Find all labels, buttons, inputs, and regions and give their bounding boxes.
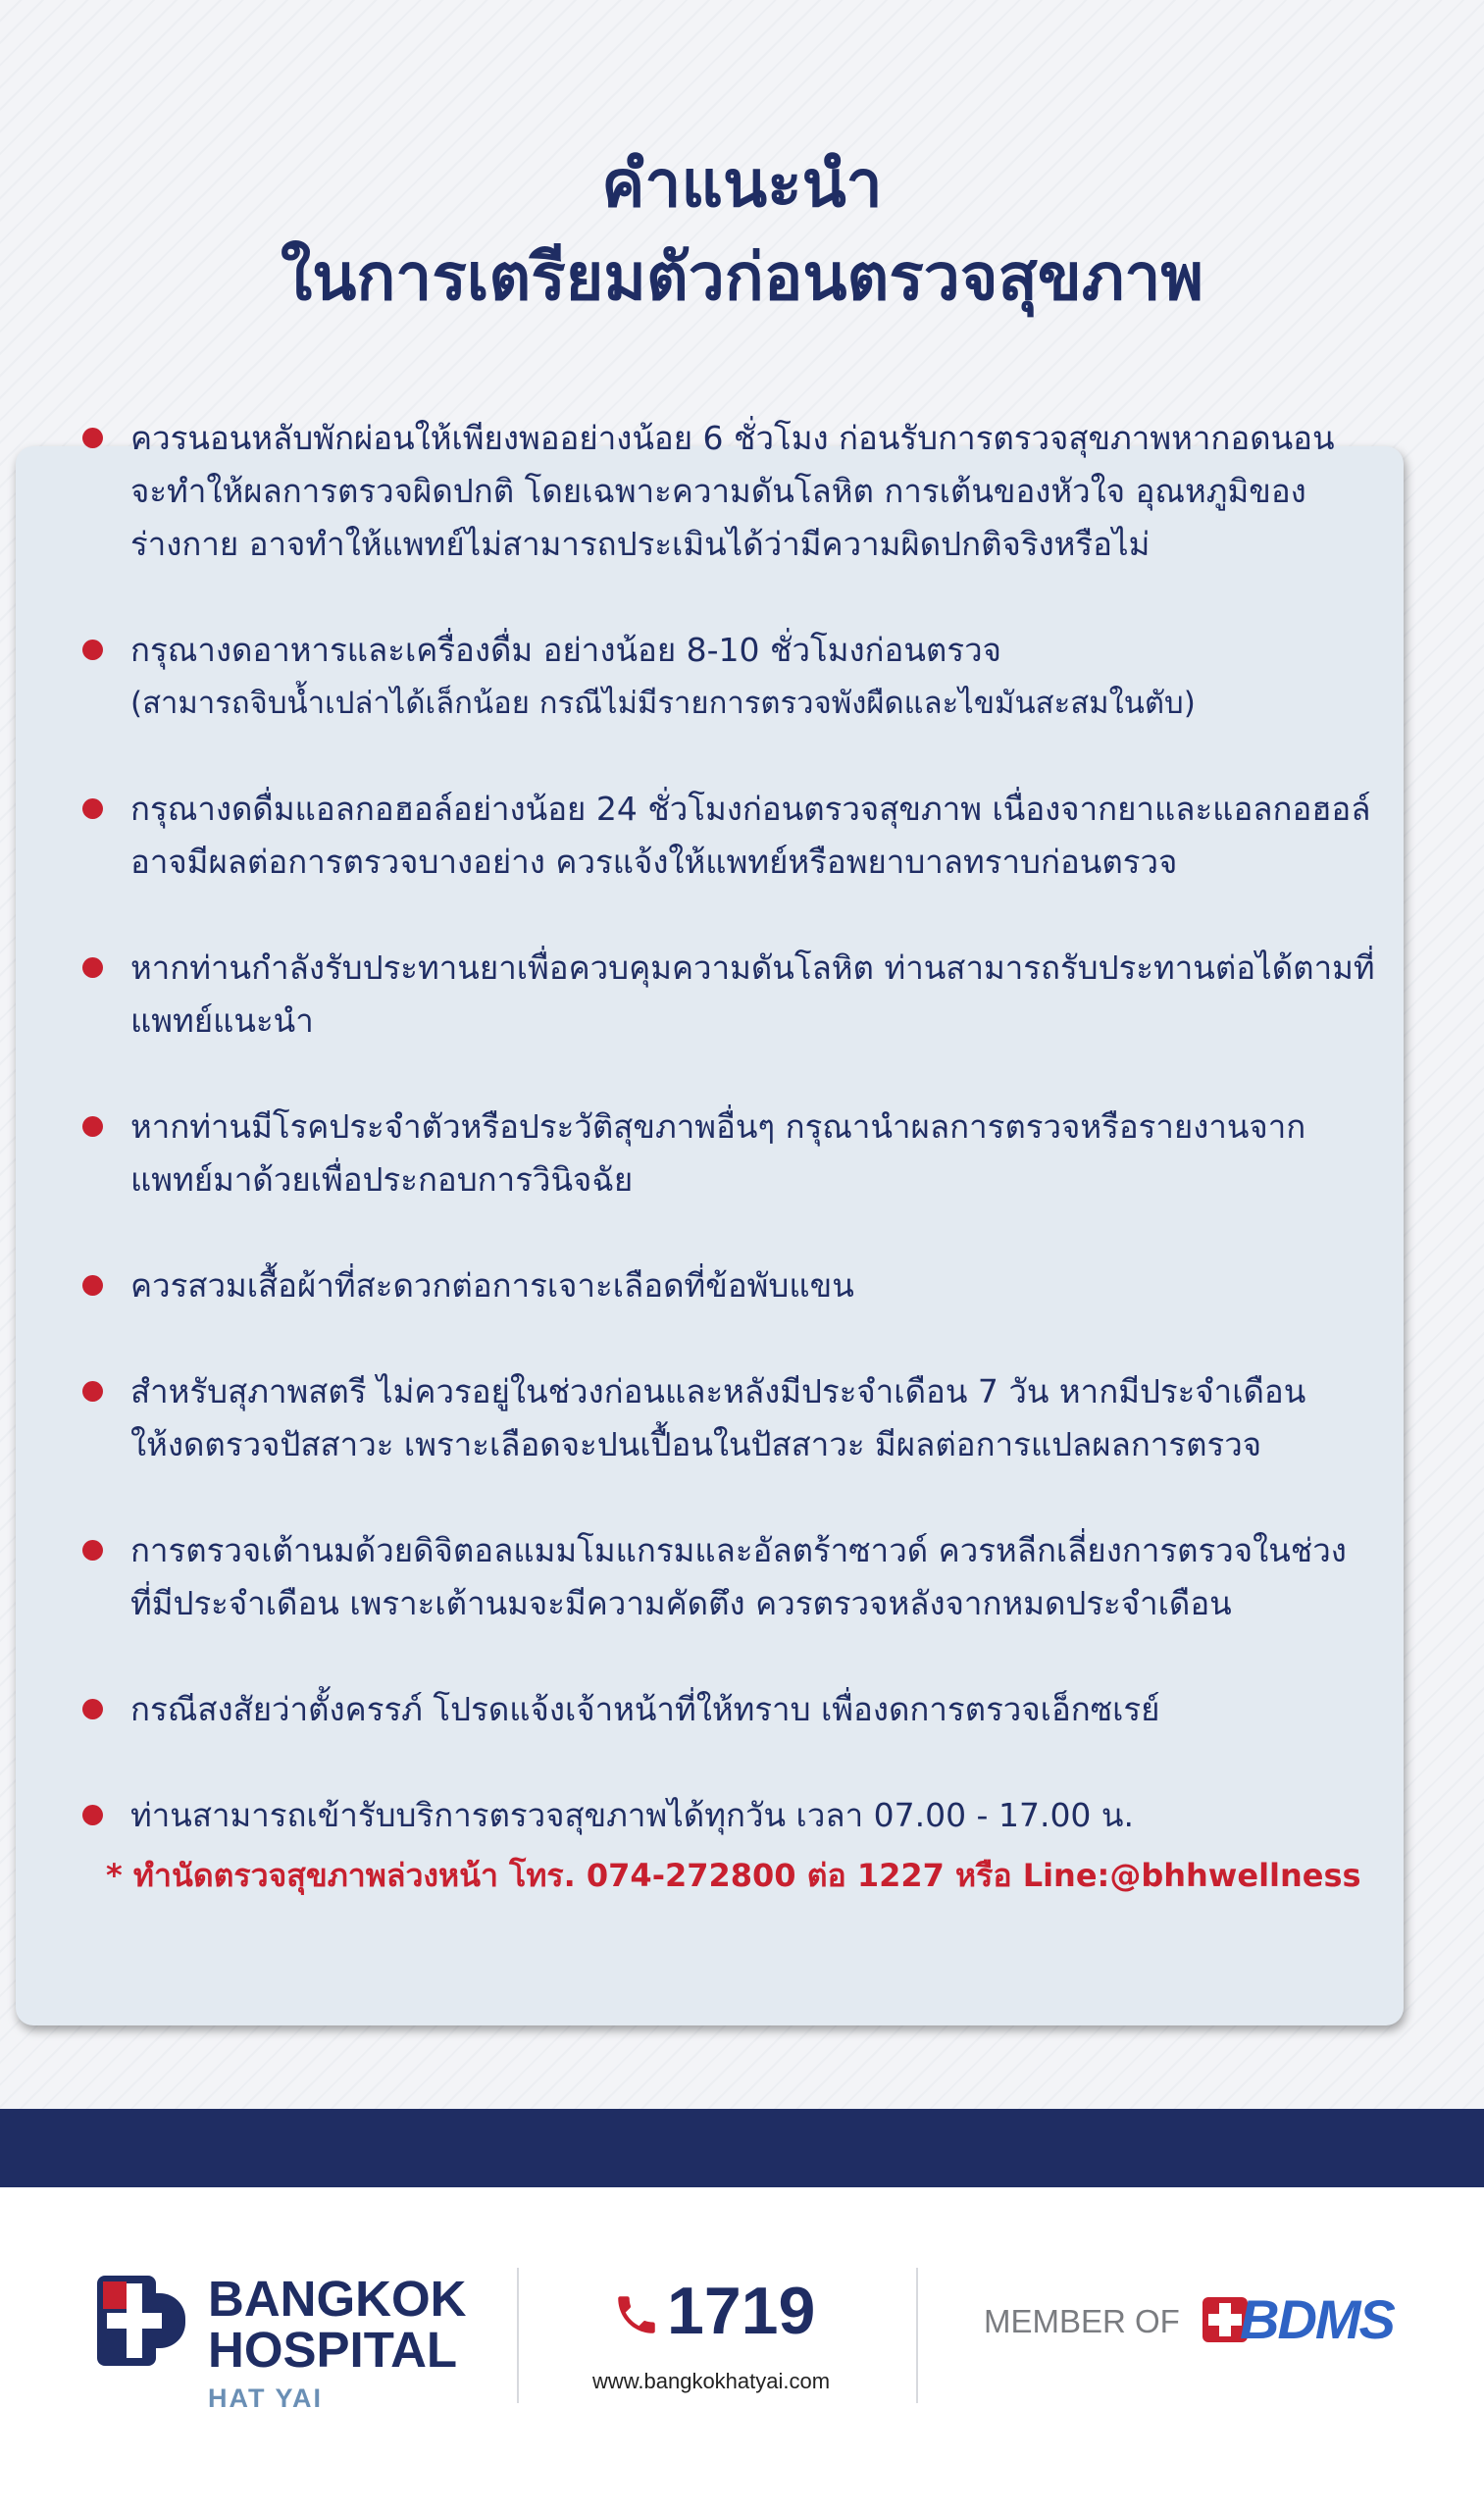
phone-icon (612, 2290, 661, 2339)
instruction-item (78, 942, 1412, 1048)
instruction-text: ท่านสามารถเข้ารับบริการตรวจสุขภาพได้ทุกวัน เวลา 07.00 - 17.00 น. (130, 1796, 1134, 1834)
instruction-text: หากท่านกำลังรับประทานยาเพื่อควบคุมความดันโลหิต ท่านสามารถรับประทานต่อได้ตามที่ (130, 948, 1375, 987)
bullet-dot-icon (82, 798, 103, 819)
instruction-text: จะทำให้ผลการตรวจผิดปกติ โดยเฉพาะความดันโลหิต การเต้นของหัวใจ อุณหภูมิของ (130, 472, 1306, 510)
bullet-dot-icon (82, 1381, 103, 1402)
footer-divider (916, 2268, 918, 2403)
bullet-dot-icon (82, 640, 103, 660)
website-link[interactable]: www.bangkokhatyai.com (591, 2369, 831, 2393)
hotline-number: 1719 (667, 2274, 816, 2348)
bullet-dot-icon (82, 957, 103, 978)
bdms-brand-text: BDMS (1240, 2288, 1394, 2350)
instruction-text: กรุณางดดื่มแอลกอฮอล์อย่างน้อย 24 ชั่วโมงก่อนตรวจสุขภาพ เนื่องจากยาและแอลกอฮอล์ (130, 790, 1371, 828)
logo-text-branch: HAT YAI (208, 2383, 324, 2413)
bangkok-hospital-logo-icon (97, 2276, 187, 2366)
instruction-note: (สามารถจิบน้ำเปล่าได้เล็กน้อย กรณีไม่มีรายการตรวจพังผืดและไขมันสะสมในตับ) (130, 686, 1196, 721)
bullet-dot-icon (82, 428, 103, 448)
footer-band (0, 2109, 1484, 2187)
footer (0, 2187, 1484, 2511)
bullet-dot-icon (82, 1699, 103, 1719)
bullet-dot-icon (82, 1805, 103, 1825)
instruction-text: อาจมีผลต่อการตรวจบางอย่าง ควรแจ้งให้แพทย์หรือพยาบาลทราบก่อนตรวจ (130, 843, 1178, 881)
instruction-item (78, 1101, 1412, 1206)
instruction-text: กรณีสงสัยว่าตั้งครรภ์ โปรดแจ้งเจ้าหน้าที่ให้ทราบ เพื่องดการตรวจเอ็กซเรย์ (130, 1690, 1160, 1728)
instruction-list (78, 412, 1412, 1842)
instruction-item (78, 1789, 1412, 1842)
instruction-text: ที่มีประจำเดือน เพราะเต้านมจะมีความคัดตึง ควรตรวจหลังจากหมดประจำเดือน (130, 1584, 1232, 1622)
instruction-text: ร่างกาย อาจทำให้แพทย์ไม่สามารถประเมินได้ว่ามีความผิดปกติจริงหรือไม่ (130, 525, 1151, 563)
instruction-text: แพทย์มาด้วยเพื่อประกอบการวินิจฉัย (130, 1160, 634, 1199)
instruction-text: หากท่านมีโรคประจำตัวหรือประวัติสุขภาพอื่นๆ กรุณานำผลการตรวจหรือรายงานจาก (130, 1107, 1306, 1146)
instruction-text: แพทย์แนะนำ (130, 1001, 314, 1040)
instruction-text: กรุณางดอาหารและเครื่องดื่ม อย่างน้อย 8-10 ชั่วโมงก่อนตรวจ (130, 631, 1001, 669)
booking-note: * ทำนัดตรวจสุขภาพล่วงหน้า โทร. 074-272800 ต่อ 1227 หรือ Line:@bhhwellness (106, 1857, 1361, 1894)
instruction-text: ควรสวมเสื้อผ้าที่สะดวกต่อการเจาะเลือดที่ข้อพับแขน (130, 1266, 854, 1305)
instruction-item (78, 1524, 1412, 1630)
page-title-line1: คำแนะนำ (601, 146, 883, 222)
footer-divider (517, 2268, 519, 2403)
logo-text-hospital: HOSPITAL (208, 2322, 458, 2378)
instruction-item (78, 1365, 1412, 1471)
instruction-text: สำหรับสุภาพสตรี ไม่ควรอยู่ในช่วงก่อนและหลังมีประจำเดือน 7 วัน หากมีประจำเดือน (130, 1372, 1306, 1410)
logo-text-bangkok: BANGKOK (208, 2271, 467, 2327)
bullet-dot-icon (82, 1275, 103, 1296)
instruction-text: ควรนอนหลับพักผ่อนให้เพียงพออย่างน้อย 6 ชั่วโมง ก่อนรับการตรวจสุขภาพหากอดนอน (130, 419, 1335, 457)
instruction-item (78, 412, 1412, 571)
instruction-item (78, 1683, 1412, 1736)
member-of-label: MEMBER OF (984, 2303, 1180, 2339)
page-title-line2: ในการเตรียมตัวก่อนตรวจสุขภาพ (280, 239, 1203, 315)
bullet-dot-icon (82, 1540, 103, 1561)
instruction-item (78, 624, 1412, 730)
bullet-dot-icon (82, 1116, 103, 1137)
instruction-text: การตรวจเต้านมด้วยดิจิตอลแมมโมแกรมและอัลตร้าซาวด์ ควรหลีกเลี่ยงการตรวจในช่วง (130, 1531, 1347, 1569)
instruction-item (78, 1259, 1412, 1312)
instruction-text: ให้งดตรวจปัสสาวะ เพราะเลือดจะปนเปื้อนในปัสสาวะ มีผลต่อการแปลผลการตรวจ (130, 1425, 1262, 1463)
instruction-item (78, 783, 1412, 889)
